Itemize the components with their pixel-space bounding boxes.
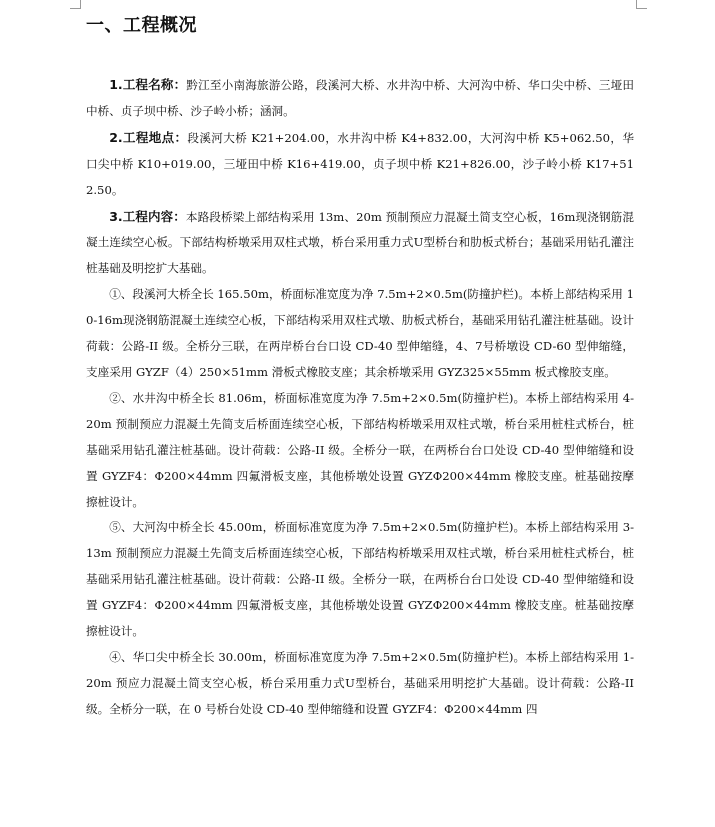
section-heading: 一、工程概况 [86,15,197,36]
bridge-paragraph: ①、段溪河大桥全长 165.50m，桥面标准宽度为净 7.5m+2×0.5m(防撞护栏)。本桥上部结构采用 10-16m现浇钢筋混凝土连续空心板，下部结构采用双柱式墩、肋板式桥台，基础采用钻孔灌注桩基础。设计荷载：公路-II 级。全桥分三联，在两岸桥台台口设 CD-40 型伸缩缝，4、7号桥墩设 CD-60 型伸缩缝，支座采用 GYZF（4）250×51mm 滑板式橡胶支座；其余桥墩采用 GYZ325×55mm 板式橡胶支座。 [86,287,634,379]
item-label: 3.工程内容： [109,208,186,224]
item-project-name [86,72,634,125]
page-corner-mark-right [636,0,647,9]
item-text: 黔江至小南海旅游公路，段溪河大桥、水井沟中桥、大河沟中桥、华口尖中桥、三垭田中桥、贞子坝中桥、沙子岭小桥；涵洞。 [86,78,634,118]
item-label: 2.工程地点： [109,129,188,145]
bridge-paragraph: ⑤、大河沟中桥全长 45.00m，桥面标准宽度为净 7.5m+2×0.5m(防撞护栏)。本桥上部结构采用 3-13m 预制预应力混凝土先简支后桥面连续空心板，下部结构桥墩采用双柱式墩，桥台采用桩柱式桥台，桩基础采用钻孔灌注桩基础。设计荷载：公路-II 级。全桥分一联，在两桥台台口处设 CD-40 型伸缩缝和设置 GYZF4：Φ200×44mm 四氟滑板支座，其他桥墩处设置 GYZΦ200×44mm 橡胶支座。桩基础按摩擦桩设计。 [86,520,634,639]
item-text: 段溪河大桥 K21+204.00，水井沟中桥 K4+832.00，大河沟中桥 K5+062.50，华口尖中桥 K10+019.00，三垭田中桥 K16+419.00，贞子坝中桥 K21+826.00，沙子岭小桥 K17+512.50。 [86,130,634,197]
bridge-paragraph: ④、华口尖中桥全长 30.00m，桥面标准宽度为净 7.5m+2×0.5m(防撞护栏)。本桥上部结构采用 1-20m 预应力混凝土简支空心板，桥台采用重力式U型桥台，基础采用明挖扩大基础。设计荷载：公路-II 级。全桥分一联，在 0 号桥台处设 CD-40 型伸缩缝和设置 GYZF4：Φ200×44mm 四 [86,649,634,716]
item-text: 本路段桥梁上部结构采用 13m、20m 预制预应力混凝土简支空心板，16m现浇钢筋混凝土连续空心板。下部结构桥墩采用双柱式墩，桥台采用重力式U型桥台和肋板式桥台；基础采用钻孔灌注桩基础及明挖扩大基础。 [86,209,634,276]
document-body [86,72,634,723]
item-label: 1.工程名称： [109,77,187,92]
item-project-location [86,125,634,204]
page-corner-mark-left [70,0,81,9]
item-project-content [86,204,634,283]
bridge-paragraph: ②、水井沟中桥全长 81.06m，桥面标准宽度为净 7.5m+2×0.5m(防撞护栏)。本桥上部结构采用 4-20m 预制预应力混凝土先简支后桥面连续空心板，下部结构桥墩采用双柱式墩，桥台采用桩柱式桥台，桩基础采用钻孔灌注桩基础。设计荷载：公路-II 级。全桥分一联，在两桥台台口处设 CD-40 型伸缩缝和设置 GYZF4：Φ200×44mm 四氟滑板支座，其他桥墩处设置 GYZΦ200×44mm 橡胶支座。桩基础按摩擦桩设计。 [86,390,634,509]
